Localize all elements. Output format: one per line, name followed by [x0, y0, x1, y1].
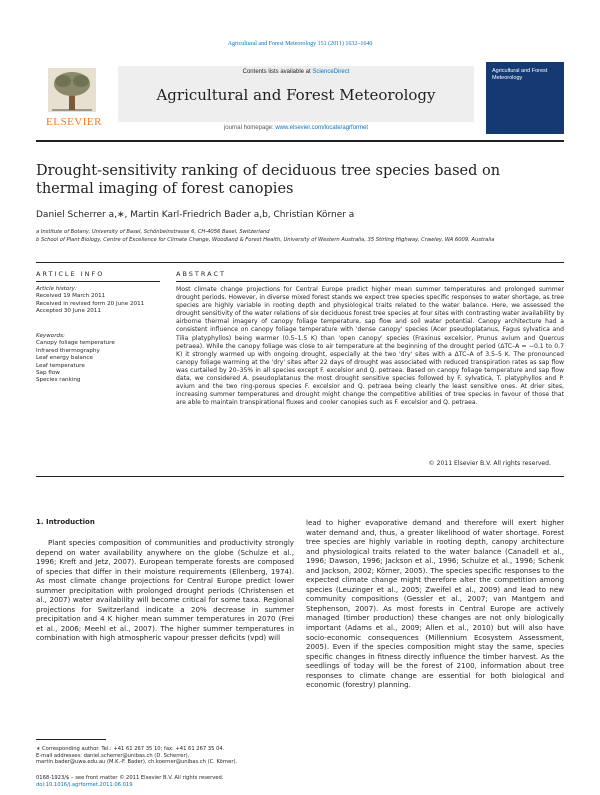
front-matter [36, 775, 294, 788]
elsevier-tree-logo [48, 68, 96, 112]
keyword-item: Leaf energy balance [36, 355, 93, 362]
abstract-divider [176, 281, 564, 282]
keyword-item: Infrared thermography [36, 347, 100, 354]
masthead-divider [36, 140, 564, 142]
running-header[interactable]: Agricultural and Forest Meteorology 151 (2011) 1632–1640 [227, 41, 373, 47]
copyright-notice: © 2011 Elsevier B.V. All rights reserved. [428, 460, 551, 467]
affiliation-a: a Institute of Botany, University of Basel, Schönbeinstrasse 6, CH-4056 Basel, Switzerland [36, 229, 270, 235]
journal-masthead [36, 62, 564, 136]
footnote-line[interactable]: E-mail addresses: daniel.scherrer@unibas.ch (D. Scherrer), [36, 752, 190, 759]
history-accepted: Accepted 30 June 2011 [36, 308, 101, 315]
keywords-heading: Keywords: [36, 333, 65, 339]
publisher-logo [36, 62, 108, 134]
journal-title: Agricultural and Forest Meteorology [156, 86, 436, 104]
contents-prefix: Contents lists available at [242, 69, 313, 75]
affiliation-b: b School of Plant Biology, Centre of Excellence for Climate Change, Woodland & Forest Health, University of Western Australia, 35 Stirling Highway, Crawley, WA 6009, Australia [36, 237, 495, 243]
homepage-link[interactable]: www.elsevier.com/locate/agrformet [275, 125, 369, 131]
body-column-left: Plant species composition of communities and productivity strongly depend on water availability anywhere on the globe (Schulze et al., 1996; Kreft and Jetz, 2007). European temperate forests are composed of species that differ in their moisture requirements (Ellenberg, 1974). As most climate change projections for Central Europe predict lower summer precipitation with prolonged drought periods (Christensen et al., 2007) water availability will become critical for some taxa. Regional projections for Switzerland indicate a 20% decrease in summer precipitation and 4 K higher mean summer temperatures in 2070 (Frei et al., 2006; Meehl et al., 2007). The higher summer temperatures in combination with high atmospheric vapour presser deficits (vpd) will [36, 538, 294, 643]
section-heading-introduction: 1. Introduction [36, 518, 95, 526]
footnote-line[interactable]: martin.bader@uwa.edu.au (M.K.-F. Bader), ch.koerner@unibas.ch (C. Körner). [36, 759, 238, 766]
article-title: Drought-sensitivity ranking of deciduous tree species based on thermal imaging of forest canopies [36, 163, 501, 197]
footnote-line: ∗ Corresponding author. Tel.: +41 61 267 35 10; fax: +41 61 267 35 04. [36, 746, 225, 752]
history-received: Received 19 March 2011 [36, 293, 106, 300]
article-info-heading: ARTICLE INFO [36, 270, 105, 278]
history-revised: Received in revised form 20 June 2011 [36, 300, 145, 307]
footnote-divider [36, 739, 106, 740]
journal-homepage [118, 125, 474, 131]
affiliations [36, 228, 564, 244]
keyword-item: Species ranking [36, 377, 81, 384]
history-heading: Article history: [36, 286, 77, 292]
cover-title: Agricultural and Forest Meteorology [492, 68, 548, 81]
journal-title-box [118, 66, 474, 122]
front-matter-line: 0168-1923/$ – see front matter © 2011 Elsevier B.V. All rights reserved. [36, 775, 224, 781]
keyword-item: Canopy foliage temperature [36, 340, 115, 347]
homepage-prefix: journal homepage: [223, 125, 276, 131]
contents-line [118, 69, 474, 75]
abstract-heading: ABSTRACT [176, 270, 226, 278]
publisher-name: ELSEVIER [46, 116, 102, 128]
article-info-divider [36, 281, 160, 282]
sciencedirect-link[interactable]: ScienceDirect [312, 69, 350, 75]
abstract-bottom-divider [36, 476, 564, 477]
abstract-text: Most climate change projections for Central Europe predict higher mean summer temperatures and prolonged summer drought periods. However, in diverse mixed forest stands we expect tree species specific responses to water shortage, as tree species are highly variable in rooting depth and physiological traits related to the water balance. Here, we assessed the drought sensitivity of the water relations of six deciduous forest tree species at four sites with contrasting water availability by airborne thermal imagery of canopy foliage temperature, sap flow and soil water potential. Canopy architecture had a consistent influence on canopy foliage temperature with 'dense canopy' species (Acer pseudoplatanus, Fagus sylvatica and Tilia platyphyllos) being warmer (0.5–1.5 K) than 'open canopy' species (Fraxinus excelsior, Prunus avium and Quercus petraea). While the canopy foliage was close to air temperature at the beginning of the drought period (ΔTC–A = −0.1 to 0.7 K) it strongly warmed up with ongoing drought, especially at the two 'dry' sites with a ΔTC–A of 3.5–5 K. The pronounced canopy foliage warming at the 'dry' sites after 22 days of drought was associated with reduced transpiration rates as sap flow was curtailed by 20–35% in all species except F. excelsior and Q. petraea. Based on canopy foliage temperature and sap flow data, we considered A. pseudoplatanus the most drought sensitive species followed by F. sylvatica, T. platyphyllos and P. avium and the two ring-porous species F. excelsior and Q. petraea being clearly the least sensitive ones. At drier sites, increasing summer temperatures and drought might change the competitive abilities of tree species in favour of those that are able to maintain transpirational fluxes and cooler canopies such as F. excelsior and Q. petraea. [176, 286, 564, 407]
keyword-item: Leaf temperature [36, 362, 85, 369]
journal-cover-image [486, 62, 564, 134]
doi-link[interactable]: doi:10.1016/j.agrformet.2011.06.019 [36, 781, 133, 788]
keyword-item: Sap flow [36, 370, 60, 377]
keywords [36, 333, 160, 385]
title-divider [36, 262, 564, 263]
article-history [36, 286, 160, 316]
author-list: Daniel Scherrer a,∗, Martin Karl-Friedrich Bader a,b, Christian Körner a [36, 210, 355, 220]
corresponding-author-footnote [36, 746, 294, 766]
body-column-right: lead to higher evaporative demand and therefore will exert higher water demand and, thus, a greater likelihood of water shortage. Forest tree species are highly variable in rooting depth, canopy architecture and physiological traits related to the water balance (Canadell et al., 1996; Dawson, 1996; Jackson et al., 1996; Schulze et al., 1996; Schenk and Jackson, 2002; Körner, 2005). The species specific responses to the expected climate change might therefore alter the competition among species (Leuzinger et al., 2005; Zweifel et al., 2009) and lead to new community compositions (Gessler et al., 2007; van Mantgem and Stephenson, 2007). As most forests in Central Europe are actively managed (timber production) these changes are not only biologically important (Adams et al., 2009; Allen et al., 2010) but will also have socio-economic consequences (Millennium Ecosystem Assessment, 2005). Even if the species composition might stay the same, species specific changes in fitness directly influence the timber harvest. As the seedlings of today will be the forest of 2100, information about tree responses to climate change are essential for both biological and economic (forestry) planning. [306, 518, 564, 690]
